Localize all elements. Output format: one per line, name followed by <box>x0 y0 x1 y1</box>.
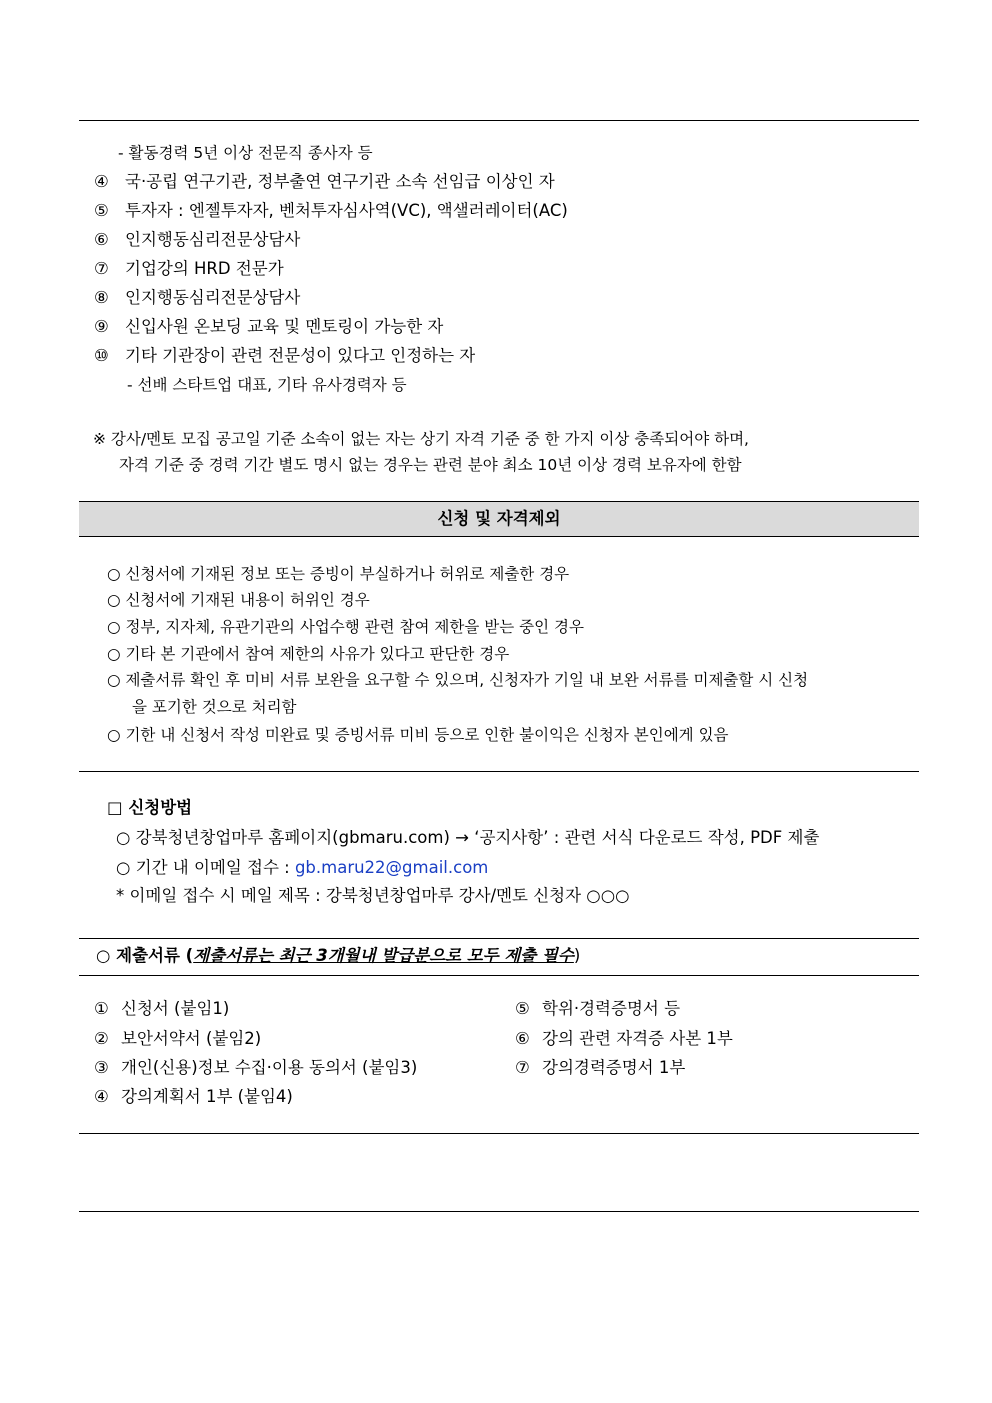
document-item <box>94 1058 417 1078</box>
item-text: 개인(신용)정보 수집·이용 동의서 (붙임3) <box>121 1058 418 1077</box>
qualification-note-line2: 자격 기준 중 경력 기간 별도 명시 없는 경우는 관련 분야 최소 10년 이상 경력 보유자에 한함 <box>119 456 742 474</box>
qualification-item-8 <box>94 288 300 308</box>
qualification-subline-top: - 활동경력 5년 이상 전문직 종사자 등 <box>118 144 373 162</box>
item-number: ① <box>94 999 109 1018</box>
item-text: 강의계획서 1부 (붙임4) <box>121 1087 293 1106</box>
qualification-item-7 <box>94 259 284 279</box>
document-item <box>94 1029 261 1049</box>
item-text: 투자자 : 엔젤투자자, 벤처투자심사역(VC), 액샐러레이터(AC) <box>125 201 568 220</box>
qualification-note-line1: ※ 강사/멘토 모집 공고일 기준 소속이 없는 자는 상기 자격 기준 중 한 가지 이상 충족되어야 하며, <box>93 430 749 448</box>
item-number: ⑧ <box>94 288 109 307</box>
exclusion-item: ○ 기한 내 신청서 작성 미완료 및 증빙서류 미비 등으로 인한 불이익은 신청자 본인에게 있음 <box>107 726 729 744</box>
item-text: 인지행동심리전문상담사 <box>125 288 301 307</box>
application-method-title: □ 신청방법 <box>107 798 193 817</box>
item-number: ⑦ <box>515 1058 530 1077</box>
documents-bottom-divider <box>79 1133 919 1134</box>
exclusion-item: ○ 정부, 지자체, 유관기관의 사업수행 관련 참여 제한을 받는 중인 경우 <box>107 618 584 636</box>
item-text: 보안서약서 (붙임2) <box>121 1029 262 1048</box>
qualification-item-6 <box>94 230 300 250</box>
documents-title-emphasis: 제출서류는 최근 3개월내 발급분으로 모두 제출 필수 <box>193 946 574 965</box>
exclusion-item: ○ 기타 본 기관에서 참여 제한의 사유가 있다고 판단한 경우 <box>107 645 510 663</box>
documents-title <box>96 946 580 966</box>
application-method-homepage: ○ 강북청년창업마루 홈페이지(gbmaru.com) → ‘공지사항’ : 관련 서식 다운로드 작성, PDF 제출 <box>116 828 820 847</box>
item-number: ④ <box>94 1087 109 1106</box>
email-label: ○ 기간 내 이메일 접수 : <box>116 858 295 877</box>
item-number: ④ <box>94 172 109 191</box>
document-item <box>515 1029 733 1049</box>
item-number: ⑥ <box>515 1029 530 1048</box>
documents-title-prefix: ○ 제출서류 ( <box>96 946 194 965</box>
qualification-item-10 <box>94 346 475 366</box>
exclusion-item: ○ 신청서에 기재된 내용이 허위인 경우 <box>107 591 370 609</box>
item-number: ⑨ <box>94 317 109 336</box>
item-text: 인지행동심리전문상담사 <box>125 230 301 249</box>
top-divider <box>79 120 919 121</box>
item-text: 국·공립 연구기관, 정부출연 연구기관 소속 선임급 이상인 자 <box>125 172 555 191</box>
item-number: ⑤ <box>94 201 109 220</box>
item-text: 신청서 (붙임1) <box>121 999 230 1018</box>
item-text: 기업강의 HRD 전문가 <box>125 259 284 278</box>
exclusion-item: ○ 제출서류 확인 후 미비 서류 보완을 요구할 수 있으며, 신청자가 기일 내 보완 서류를 미제출할 시 신청 <box>107 671 809 689</box>
qualification-subline-bottom: - 선배 스타트업 대표, 기타 유사경력자 등 <box>127 376 407 394</box>
document-item <box>94 1087 293 1107</box>
application-method-email <box>116 858 488 878</box>
documents-top-divider <box>79 938 919 939</box>
exclusion-item-continuation: 을 포기한 것으로 처리함 <box>132 698 297 716</box>
document-item <box>515 1058 685 1078</box>
item-text: 강의 관련 자격증 사본 1부 <box>542 1029 733 1048</box>
qualification-item-9 <box>94 317 443 337</box>
documents-header-divider <box>79 975 919 976</box>
item-text: 강의경력증명서 1부 <box>542 1058 686 1077</box>
exclusion-section-header: 신청 및 자격제외 <box>79 501 919 537</box>
application-method-email-subject: * 이메일 접수 시 메일 제목 : 강북청년창업마루 강사/멘토 신청자 ○○○ <box>116 886 630 905</box>
item-number: ⑤ <box>515 999 530 1018</box>
item-text: 학위·경력증명서 등 <box>542 999 681 1018</box>
document-item <box>515 999 680 1019</box>
section-divider <box>79 771 919 772</box>
item-number: ⑦ <box>94 259 109 278</box>
item-number: ⑥ <box>94 230 109 249</box>
item-text: 신입사원 온보딩 교육 및 멘토링이 가능한 자 <box>125 317 444 336</box>
item-text: 기타 기관장이 관련 전문성이 있다고 인정하는 자 <box>125 346 476 365</box>
item-number: ② <box>94 1029 109 1048</box>
exclusion-item: ○ 신청서에 기재된 정보 또는 증빙이 부실하거나 허위로 제출한 경우 <box>107 565 570 583</box>
email-link[interactable]: gb.maru22@gmail.com <box>294 858 489 877</box>
document-item <box>94 999 229 1019</box>
documents-title-suffix: ) <box>573 946 581 965</box>
bottom-divider <box>79 1211 919 1212</box>
item-number: ⑩ <box>94 346 109 365</box>
qualification-item-4 <box>94 172 555 192</box>
item-number: ③ <box>94 1058 109 1077</box>
qualification-item-5 <box>94 201 568 221</box>
